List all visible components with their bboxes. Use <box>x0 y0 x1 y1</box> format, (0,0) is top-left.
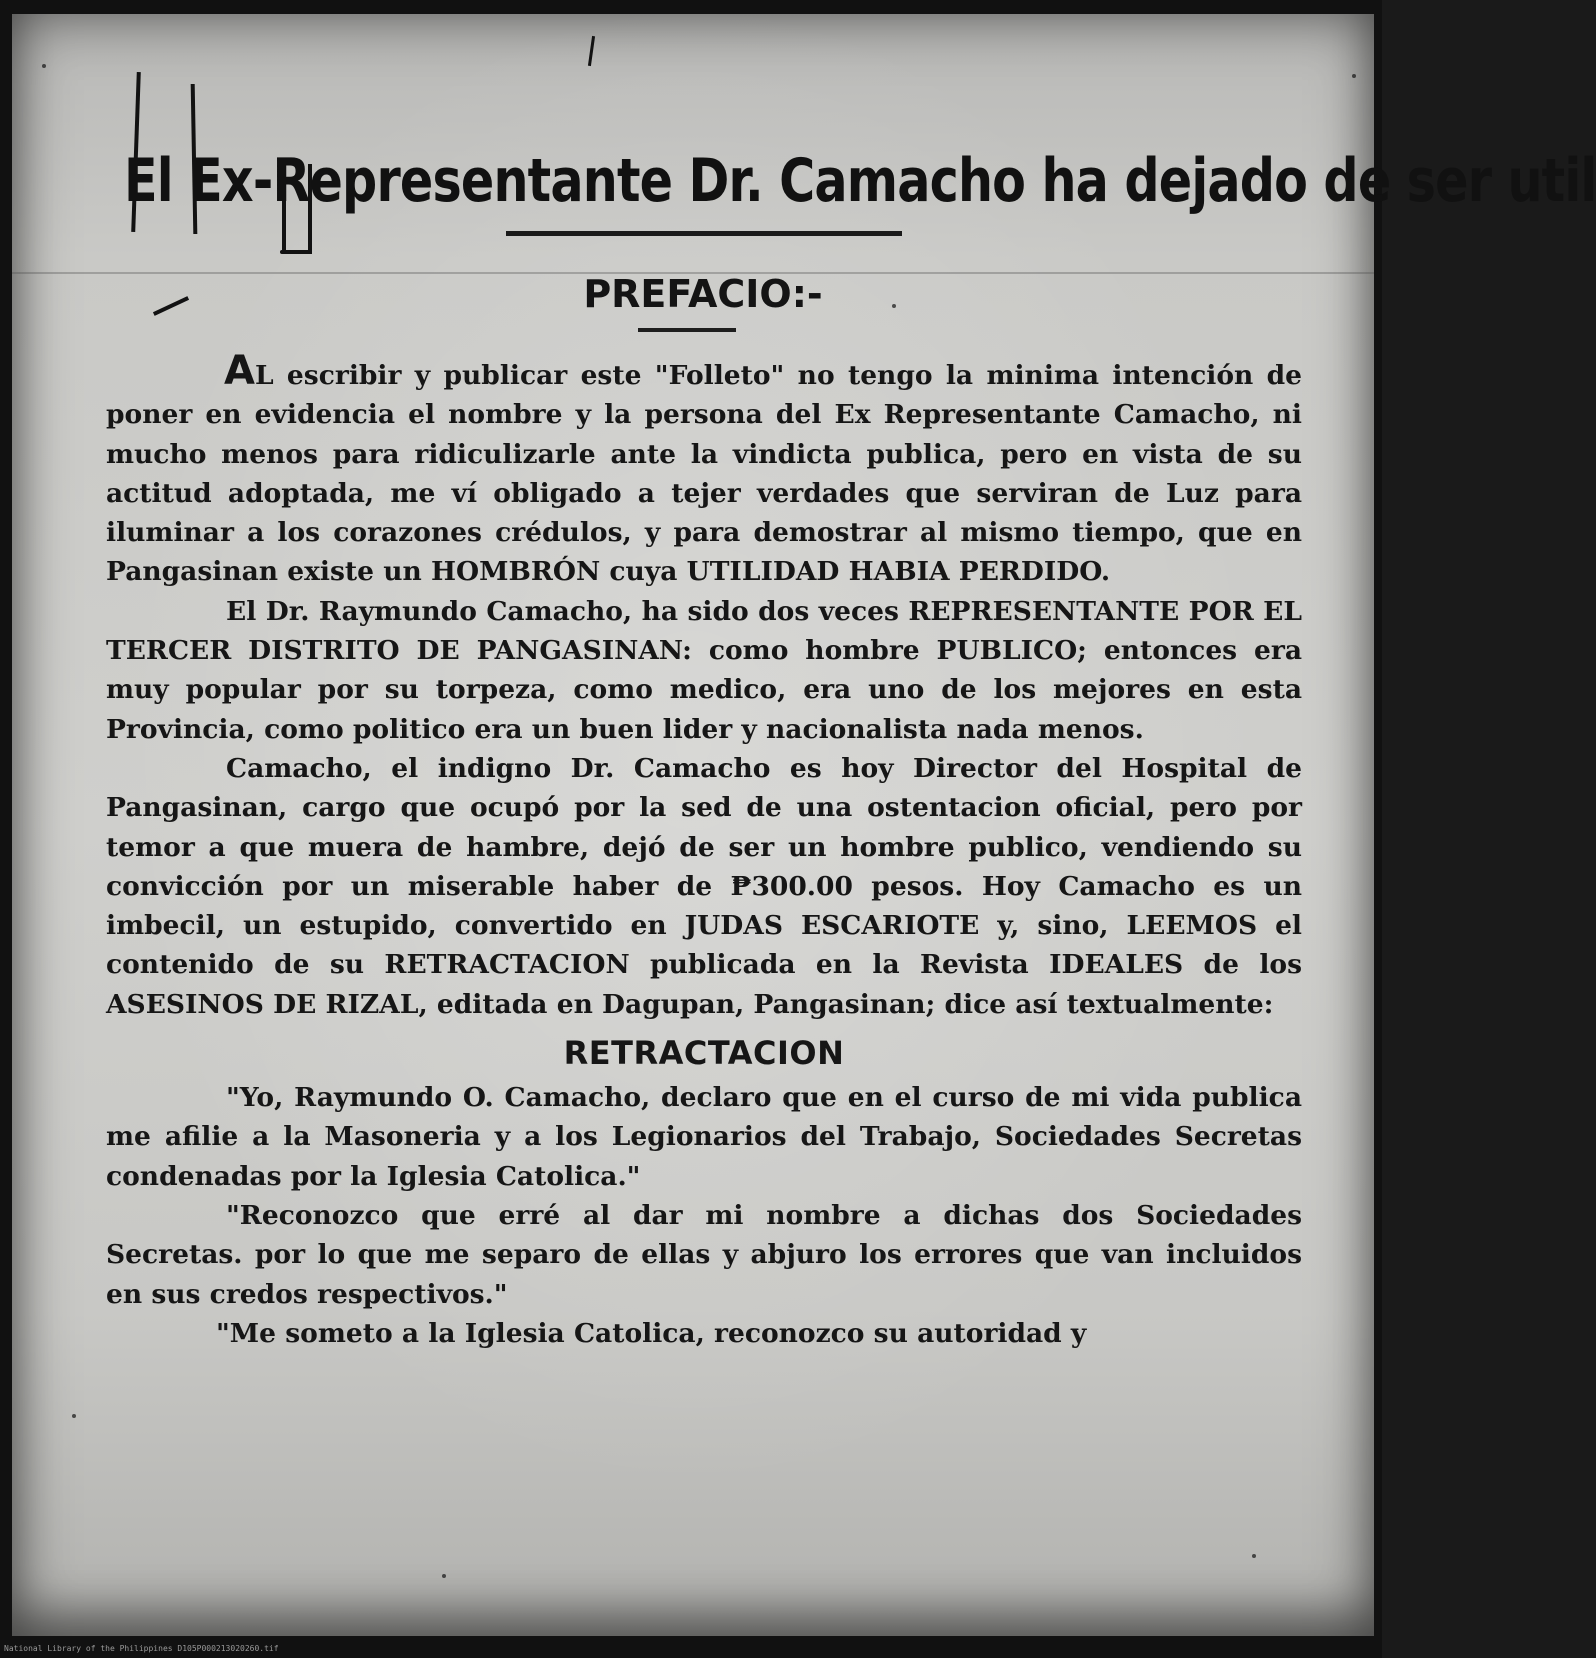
newspaper-page <box>12 14 1596 1636</box>
archive-caption: National Library of the Philippines D105P000213020260.tif <box>4 1644 279 1653</box>
speck <box>1352 74 1356 78</box>
paragraph-5: "Reconozco que erré al dar mi nombre a dichas dos Sociedades Secretas. por lo que me separo de ellas y abjuro los errores que van incluidos en sus credos respectivos." <box>106 1199 1302 1310</box>
drop-cap: A <box>224 348 255 394</box>
article-body <box>106 348 1302 1353</box>
speck <box>442 1574 446 1578</box>
paragraph-2: El Dr. Raymundo Camacho, ha sido dos veces REPRESENTANTE POR EL TERCER DISTRITO DE PANGASINAN: como hombre PUBLICO; entonces era muy popular por su torpeza, como medico, era uno de los mejores en esta Provincia, como politico era un buen lider y nacionalista nada menos. <box>106 595 1302 745</box>
headline: El Ex-Representante Dr. Camacho ha dejado de ser util <box>124 146 1596 216</box>
margin-mark-6 <box>588 36 595 66</box>
retraction-heading: RETRACTACION <box>563 1034 845 1073</box>
speck <box>892 304 896 308</box>
headline-underline <box>506 231 902 236</box>
paragraph-6: "Me someto a la Iglesia Catolica, reconozco su autoridad y <box>216 1317 1087 1349</box>
speck <box>1252 1554 1256 1558</box>
paragraph-4: "Yo, Raymundo O. Camacho, declaro que en el curso de mi vida publica me afilie a la Masoneria y a los Legionarios del Trabajo, Sociedades Secretas condenadas por la Iglesia Catolica." <box>106 1082 1302 1192</box>
margin-mark-5 <box>280 250 312 254</box>
speck <box>72 1414 76 1418</box>
speck <box>42 64 46 68</box>
paragraph-1-text: L escribir y publicar este "Folleto" no tengo la minima intención de poner en evidencia el nombre y la persona del Ex Representante Camacho, ni mucho menos para ridiculizarle ante la vindicta publica, pero en vista de su actitud adoptada, me ví obligado a tejer verdades que serviran de Luz para iluminar a los corazones crédulos, y para demostrar al mismo tiempo, que en Pangasinan existe un HOMBRÓN cuya UTILIDAD HABIA PERDIDO. <box>106 360 1302 588</box>
paragraph-1 <box>106 348 1302 592</box>
section-heading: PREFACIO:- <box>583 272 823 316</box>
section-heading-underline <box>638 328 736 332</box>
paragraph-3: Camacho, el indigno Dr. Camacho es hoy Director del Hospital de Pangasinan, cargo que ocupó por la sed de una ostentacion oficial, pero por temor a que muera de hambre, dejó de ser un hombre publico, vendiendo su convicción por un miserable haber de ₱300.00 pesos. Hoy Camacho es un imbecil, un estupido, convertido en JUDAS ESCARIOTE y, sino, LEEMOS el contenido de su RETRACTACION publicada en la Revista IDEALES de los ASESINOS DE RIZAL, editada en Dagupan, Pangasinan; dice así textualmente: <box>106 752 1302 1020</box>
